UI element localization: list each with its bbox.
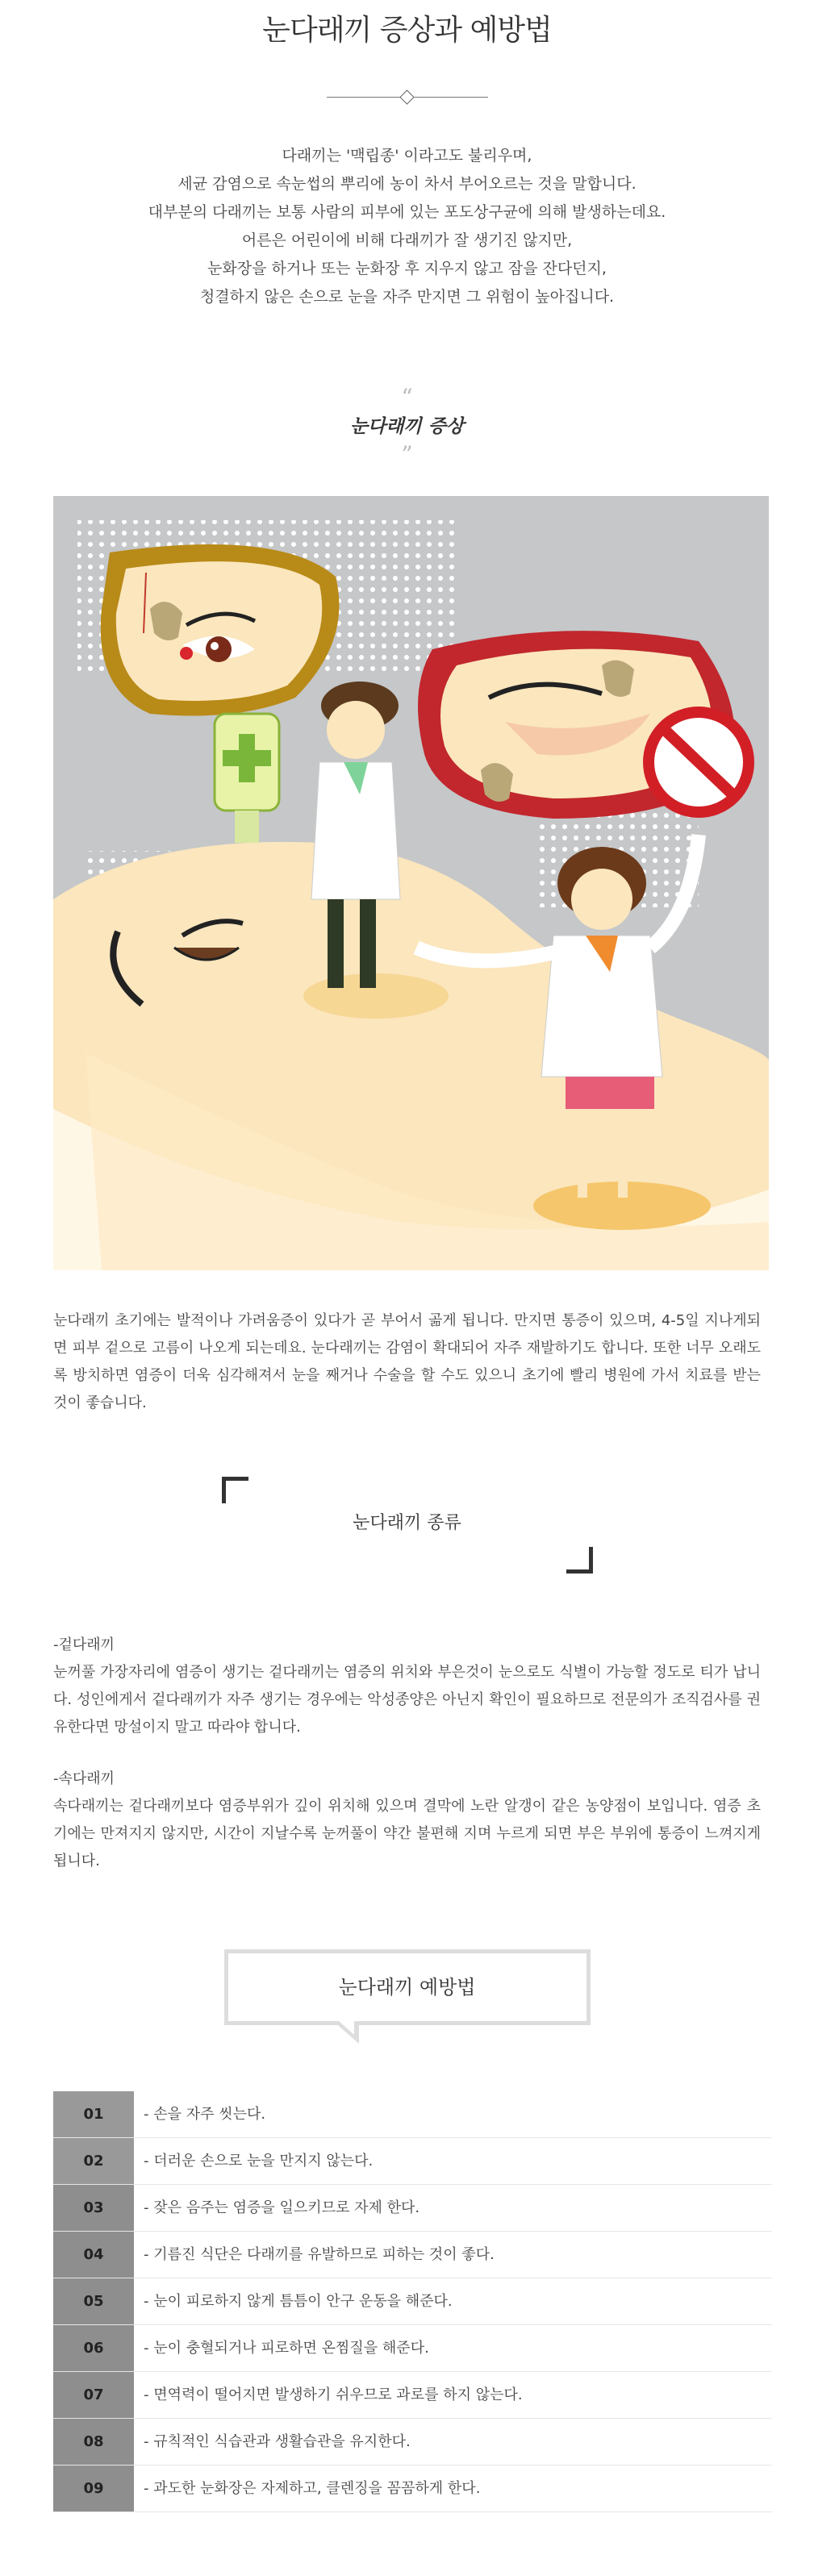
item-text: - 규칙적인 식습관과 생활습관을 유지한다. [144,2433,411,2450]
list-item [53,2232,772,2278]
intro-line: 다래끼는 '맥립종' 이라고도 불리우며, [282,147,532,165]
page-title: 눈다래끼 증상과 예방법 [262,14,552,47]
item-text: - 면역력이 떨어지면 발생하기 쉬우므로 과로를 하지 않는다. [144,2386,523,2403]
bracket-bottom-right [566,1547,593,1574]
list-item [53,2419,772,2466]
type-internal [53,1765,761,1875]
item-text: - 손을 자주 씻는다. [144,2106,266,2123]
intro-line: 눈화장을 하거나 또는 눈화장 후 지우지 않고 잠을 잔다던지, [207,260,607,277]
symptom-heading-block [0,384,814,468]
divider-diamond-icon [399,90,414,104]
item-number: 02 [53,2138,134,2184]
type-description: 속다래끼는 겉다래끼보다 염증부위가 깊이 위치해 있으며 결막에 노란 알갱이 같은 농양점이 보입니다. 염증 초기에는 만져지지 않지만, 시간이 지날수록 눈꺼풀이 약간 불편해 지며 누르게 되면 부은 부위에 통증이 느껴지게 됩니다. [53,1798,761,1869]
intro-line: 어른은 어린이에 비해 다래끼가 잘 생기진 않지만, [241,231,573,249]
item-number: 09 [53,2466,134,2511]
item-text: - 과도한 눈화장은 자제하고, 클렌징을 꼼꼼하게 한다. [144,2480,481,2497]
type-external [53,1632,761,1741]
item-text: - 더러운 손으로 눈을 만지지 않는다. [144,2153,374,2170]
stye-illustration [53,496,769,1270]
list-item [53,2185,772,2232]
list-item [53,2372,772,2419]
list-item [53,2138,772,2185]
item-number: 04 [53,2232,134,2278]
type-name: -속다래끼 [53,1770,115,1787]
item-number: 08 [53,2419,134,2465]
list-item [53,2466,772,2512]
intro-text [0,142,814,311]
type-name: -겉다래끼 [53,1636,115,1653]
open-quote-icon: “ [401,384,413,411]
close-quote-icon: ” [401,441,413,468]
title-divider [327,89,488,105]
item-number: 03 [53,2185,134,2231]
prevention-heading-block [224,1949,591,2025]
item-number: 01 [53,2091,134,2137]
list-item [53,2325,772,2372]
item-text: - 눈이 충혈되거나 피로하면 온찜질을 해준다. [144,2340,429,2357]
item-text: - 눈이 피로하지 않게 틈틈이 안구 운동을 해준다. [144,2293,453,2310]
stye-illustration-image [53,496,769,1270]
prevention-list [53,2091,772,2512]
item-number: 07 [53,2372,134,2418]
list-item [53,2278,772,2325]
types-heading: 눈다래끼 종류 [353,1513,461,1533]
types-heading-block [222,1477,593,1574]
intro-line: 세균 감염으로 속눈썹의 뿌리에 농이 차서 부어오르는 것을 말합니다. [177,175,637,193]
bracket-top-left [222,1477,248,1503]
list-item [53,2091,772,2138]
symptom-description: 눈다래끼 초기에는 발적이나 가려움증이 있다가 곧 부어서 곪게 됩니다. 만지면 통증이 있으며, 4-5일 지나게되면 피부 겉으로 고름이 나오게 되는데요. 눈다래끼는 감염이 확대되어 자주 재발하기도 합니다. 또한 너무 오래도록 방치하면 염증이 더욱 심각해져서 눈을 째거나 수술을 할 수도 있으니 초기에 빨리 병원에 가서 치료를 받는 것이 좋습니다. [53,1312,761,1411]
symptom-heading: 눈다래끼 증상 [349,415,465,437]
speech-bubble-tail-inner [338,2020,354,2035]
item-number: 05 [53,2278,134,2324]
prevention-heading: 눈다래끼 예방법 [338,1976,476,1999]
intro-line: 청결하지 않은 손으로 눈을 자주 만지면 그 위험이 높아집니다. [199,288,615,306]
type-description: 눈꺼풀 가장자리에 염증이 생기는 겉다래끼는 염증의 위치와 부은것이 눈으로도 식별이 가능할 정도로 티가 납니다. 성인에게서 겉다래끼가 자주 생기는 경우에는 악성종양은 아닌지 확인이 필요하므로 전문의가 조직검사를 권유한다면 망설이지 말고 따라야 합니다. [53,1664,761,1736]
intro-line: 대부분의 다래끼는 보통 사람의 피부에 있는 포도상구균에 의해 발생하는데요. [148,203,666,221]
item-text: - 기름진 식단은 다래끼를 유발하므로 피하는 것이 좋다. [144,2246,495,2263]
item-number: 06 [53,2325,134,2371]
item-text: - 잦은 음주는 염증을 일으키므로 자제 한다. [144,2199,420,2216]
